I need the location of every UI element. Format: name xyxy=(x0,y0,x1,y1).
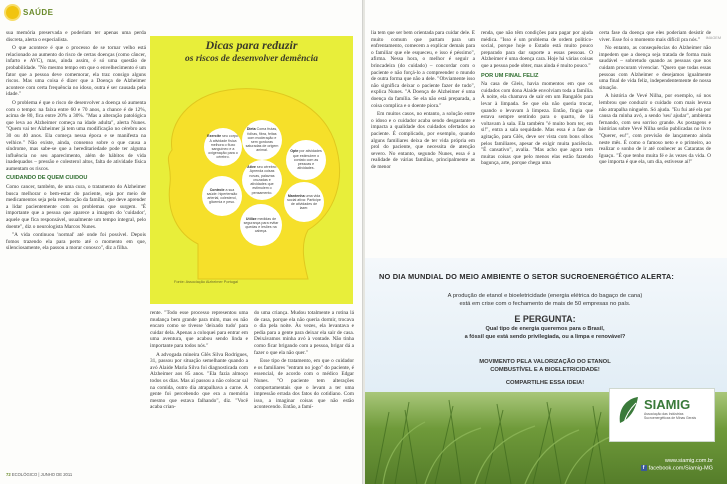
tip-text: por atividades que estimulem o contato com as pessoas e atividades. xyxy=(292,149,322,171)
tip-text: Coma frutas, folhas, fibra, feitas com moderação e sem gorduras saturadas de origem animal. xyxy=(245,127,279,153)
article-column-3 xyxy=(254,310,354,470)
infographic-source: Fonte: Associação Alzheimer Portugal xyxy=(174,280,238,284)
infographic-title-line1: Dicas para reduzir xyxy=(205,38,298,52)
facebook-icon: f xyxy=(641,465,647,471)
tip-title: Utilize xyxy=(245,216,257,221)
paragraph: sua memória preservada e poderiam ter apenas uma perda discreta, alerta o especialista. xyxy=(6,30,146,43)
tip-title: Dieta xyxy=(246,127,256,132)
left-page xyxy=(0,0,363,484)
facebook-link[interactable] xyxy=(641,465,713,472)
ad-share: COMPARTILHE ESSA IDEIA! xyxy=(505,380,585,386)
sun-icon xyxy=(6,6,19,19)
ad-question xyxy=(375,326,715,342)
paragraph: O que acontece é que o processo de se tornar velho está relacionado ao aumento do risco de certas doenças (como câncer, infarto e AVC), mas, ainda assim, é só uma questão de probabilidade. "No mesmo tempo em que o envelhecimento é um fator que a pessoa deve comemorar, ela traz consigo alguns riscos. Mas uma coisa é dizer que a Doença de Alzheimer acontece com certa frequência no idoso, outra é ser causada pela idade." xyxy=(6,45,146,98)
tip-title: Exercite xyxy=(207,134,222,139)
logo-tagline: Associação das Indústrias Sucroenergéticas de Minas Gerais xyxy=(644,412,697,420)
paragraph: rente. "Todo esse processo representou uma mudança bem grande para mim, mas eu não encaro como se tivesse 'deixado tudo' para cuidar dela. Apenas a coloquei para entrar em uma aventura, que acabou sendo linda e importante para todos nós." xyxy=(150,310,248,349)
paragraph: Como cancer, também, de uma cura, o tratamento do Alzheimer busca melhorar o bem-estar do paciente, seja por meio de medicamentos seja pela reeducação da família, que deve aprender a lidar pacientemente com os problemas que surgem. "É importante que a pessoa que aparece a imagem do 'cuidador', aquele que fica responsável, usualmente um tempo integral, pelo doente", diz o neurologista Marcos Nunes. xyxy=(6,184,146,230)
tip-title: Mantenha xyxy=(287,193,305,198)
footer-text: ECOLÓGICO | JUNHO DE 2011 xyxy=(11,472,73,477)
page-number: 72 xyxy=(6,472,11,477)
tip-title: Controle xyxy=(209,187,225,192)
paragraph: Esse tipo de tratamento, em que o cuidador e os familiares "entram no jogo" do paciente, é essencial, de acordo com o médico Edgar Nunes. "O paciente tem alterações comportamentais que o levam a ter uma impressão errada dos fatos do cotidiano. Com isso, a imaginar coisas que não estão acontecendo. Então, a famí- xyxy=(254,358,354,411)
siamig-leaf-icon xyxy=(616,395,642,425)
ad-line: Qual tipo de energia queremos para o Brasil, xyxy=(485,326,605,332)
tip-bubble-mantenha xyxy=(284,182,324,222)
ad-line: a fóssil que está sendo privilegiada, ou a limpa e renovável? xyxy=(464,333,626,340)
article-column-4 xyxy=(371,30,475,254)
article-column-2 xyxy=(150,310,248,470)
paragraph: renda, que não têm condições para pagar por ajuda médica. "Isso é um problema de ordem político-social, porque hoje o Estado está muito pouco preparado para dar suporte a essas pessoas. O Alzheimer é uma doença cara. Hoje há várias coisas que a pessoa pode obter, mas ainda é muito pouco." xyxy=(481,30,593,69)
ad-line: está em crise com o fechamento de mais de 50 empresas no país. xyxy=(459,301,631,307)
paragraph: "A vida continuou 'normal' até onde foi possível. Depois fomos trazendo ela para perto até o momento em que, silenciosamente, ela passou a morar conosco", diz a filha. xyxy=(6,232,146,252)
ad-statement xyxy=(375,292,715,308)
ad-movement xyxy=(375,358,715,374)
subheading: CUIDANDO DE QUEM CUIDOU xyxy=(6,175,88,182)
tip-bubble-ative xyxy=(242,160,282,200)
tip-bubble-utilize xyxy=(240,204,282,246)
tip-bubble-controle xyxy=(202,176,242,216)
ad-line: COMBUSTÍVEL E A BIOELETRICIDADE! xyxy=(490,367,600,373)
ad-title: NO DIA MUNDIAL DO MEIO AMBIENTE O SETOR SUCROENERGÉTICO ALERTA: xyxy=(379,272,675,281)
paragraph: A história de Vevé Nilha, por exemplo, só nos lembrou que conduzir o cuidado com mais leveza não atrapalha ninguém. Só ajuda. "Eu fui até ela por causa da minha avó, a sendo 'seu' ajudar", ambienta fernando, com seu sorriso grande. As postagens e histórias sobre Vevé Nilha serão publicadas no livro "Querer, eu!", com previsão de lançamento ainda neste mês. É como o famoso neto e o primeiro, ao realizar o sonho de ir até conhecer as Cataratas de Iguaçu. "É que tenho muita fé e às vezes da vida. O que importa é que ela, um dia, estivesse aí!" xyxy=(599,93,711,166)
tip-text: a sua saúde: hipertensão arterial, colesterol, glicemia e peso. xyxy=(206,187,238,205)
paragraph: Em muitos casos, no entanto, a solução entre o idoso e o cuidador acaba sendo desgastante e impacta a qualidade dos cuidados ofertados ao paciente. É complicado, por exemplo, quando alguns familiares deixa de ter vida própria em prol do paciente, que necessita de atenção severo. No entanto, segundo Nunes, essa é a realidade de várias famílias, principalmente as de menor xyxy=(371,111,475,170)
section-label: SAÚDE xyxy=(23,8,54,17)
right-page xyxy=(365,0,727,484)
infographic-title-line2: os riscos de desenvolver demência xyxy=(185,54,318,64)
paragraph: lia tem que ser bem orientada para cuidar dele. É muito comum que partam para um enfrentamento, comecem a explicar demais para o familiar que ele esqueceu, e isso é péssimo", afirma. Nessa hora, o melhor é seguir a brincadeira (do cuidado) – concordar com o paciente e não forçá-lo a compreender o mundo de outra forma que não a dele. "Obviamente isso não significa deixar o paciente fazer de tudo", explica Nunes. "A Doença de Alzheimer é uma doença da família. Se ela não está preparada, a coisa complica e o doente piora." xyxy=(371,30,475,109)
article-column-5 xyxy=(481,30,593,254)
tip-bubble-dieta xyxy=(242,120,282,160)
siamig-logo xyxy=(609,388,715,442)
paragraph: A advogada mineira Glês Silva Rodrigues, 31, passou por situação semelhante quando a avó Alaide Maria Silva foi diagnosticada com Alzheimer aos 85 anos. "Ela fazia almoço todos os dias. Mas aí passou a não colocar sal na comida, outro dia atrapalhava a carne. A gente foi percebendo que era a memória mesmo que estava falhando", diz. "Você acaba crian- xyxy=(150,351,248,411)
website-link[interactable]: www.siamig.com.br xyxy=(664,458,713,464)
tip-title: Opte xyxy=(290,149,299,154)
paragraph: Na casa de Gleis, havia momentos em que os cuidados com dona Alaide envolviam toda a família. À noite, ela chamava de sair em um Bangalôs para levar à limpada. Se que ela não queria trocar, quando o levavam à limpeza. Então, fingia que estava sempre sentindo para o quarto, de lá voltavam à sala. Ela também "é muito bom ter, em si!", entra a sala sequidade. Mas essa é a fase de agitação, para Glês, deve ser vista com bons olhos pelos familiares, apesar de exigir muita paciência. "É cansativo", avalia. "Mas acho que agora tem muitas coisas que pelo menos elas estão fazendo bagunça, arte, porque chega uma xyxy=(481,81,593,167)
article-column-1 xyxy=(6,30,146,470)
tip-text: uma vida social ativa: Participe de atividades de lazer. xyxy=(287,193,321,211)
paragraph: O problema é que o risco de desenvolver a doença só aumenta com o tempo: na faixa entre 60 e 70 anos, a chance é de 12%, acima de 80, fica entre 20% a 30%. "Mas a alteração patológica que leva ao Alzheimer começa na idade adulta", alerta Nunes. "Quem vai ter Alzheimer já tem uma modificação no cérebro aos 30 ou 40 anos. Ela começa nessa época e se manifesta na velhice." Não existe, ainda, consenso sobre o que causa a síndrome, mas sabe-se que a hereditariedade pode ter alguma influência no seu aparecimento, além de hábitos de vida inadequados – pressão e colesterol altos, falta de atividade física aumentam os riscos. xyxy=(6,99,146,172)
ad-line: A produção de etanol e bioeletricidade (energia elétrica do bagaço de cana) xyxy=(447,293,643,299)
ad-question-heading: E PERGUNTA: xyxy=(514,314,576,324)
page-footer xyxy=(6,472,72,477)
paragraph: No entanto, as consequências do Alzheimer não impedem que a doença seja tratada de forma mais saudável – sobretudo quando as pessoas que nos cuidam procuram vivenciar. "Quero que todas essas pessoas com Alzheimer e desejamos igualmente uma final de vida feliz, independentemente de nossa situação. xyxy=(599,45,711,91)
section-header xyxy=(6,6,54,19)
tip-bubble-opte xyxy=(286,140,326,180)
logo-name: SIAMIG xyxy=(644,397,691,412)
paragraph: certa fase da doença que eles poderiam desistir de viver. Esse foi o momento mais difícil pra nós." xyxy=(599,30,711,43)
facebook-text: facebook.com/Siamig-MG xyxy=(648,465,713,472)
ad-line: MOVIMENTO PELA VALORIZAÇÃO DO ETANOL xyxy=(479,359,611,365)
ad-links xyxy=(641,458,713,472)
paragraph: do uma criança. Mudou totalmente a rotina lá de casa, porque ela não queria dormir, trocava o dia pela noite. Às vezes, ela levantava e pedia para a gente para deixar ela sair de casa. Deixávamos minha avó à vontade. Não tinha como ficar brigando com a pessoa, brigar dá a fazer o que ela não quer." xyxy=(254,310,354,356)
infographic xyxy=(150,36,353,304)
article-column-6 xyxy=(599,30,711,254)
tip-text: seu cérebro: Aprenda coisas novas, palavras cruzadas e atividades que estimulem o pensamento. xyxy=(249,165,277,195)
tip-text: medidas de segurança para evitar quedas e lesões na cabeça. xyxy=(243,216,279,234)
infographic-title xyxy=(150,38,353,64)
tip-text: seu corpo. A atividade física melhora o fluxo sanguíneo e a oxigenação para o cérebro. xyxy=(208,134,239,160)
corner-label: IMAGEM xyxy=(705,36,721,40)
tip-title: Ative xyxy=(247,165,256,170)
subheading: POR UM FINAL FELIZ xyxy=(481,72,539,79)
tip-bubble-exercite xyxy=(204,128,242,166)
